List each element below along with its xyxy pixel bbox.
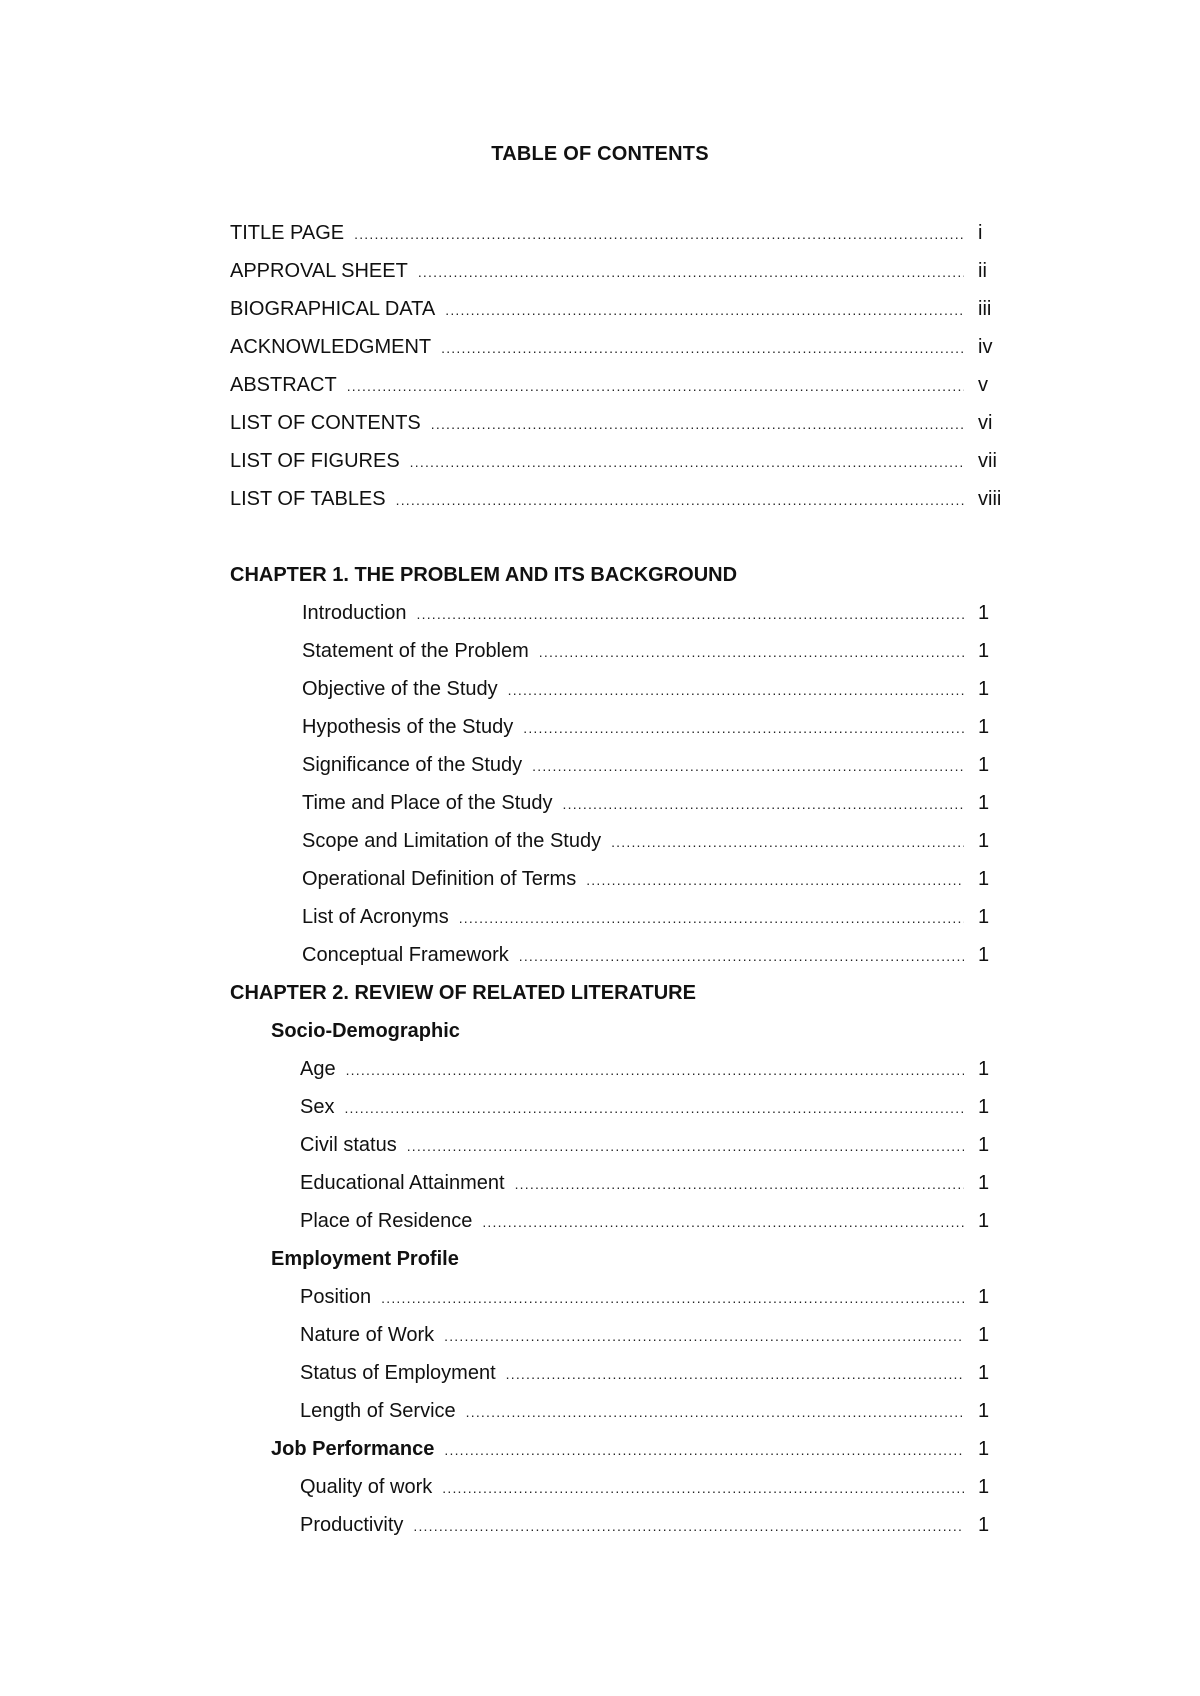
toc-entry-page: ii xyxy=(978,260,987,282)
toc-entry-page: 1 xyxy=(978,906,990,928)
toc-entry-job-performance xyxy=(230,1430,1020,1468)
toc-entry-page: 1 xyxy=(978,602,990,624)
dot-leader xyxy=(410,443,964,481)
toc-entry xyxy=(230,1088,1020,1126)
toc-entry-label: APPROVAL SHEET xyxy=(230,260,408,282)
toc-entry-label: Educational Attainment xyxy=(300,1172,505,1194)
dot-leader xyxy=(515,1165,964,1203)
toc-entry-label: LIST OF FIGURES xyxy=(230,450,400,472)
dot-leader xyxy=(563,785,964,823)
toc-entry-label: Statement of the Problem xyxy=(302,640,529,662)
toc-entry xyxy=(230,898,1020,936)
toc-entry-page: iv xyxy=(978,336,993,358)
toc-entry-label: List of Acronyms xyxy=(302,906,449,928)
toc-entry-page: 1 xyxy=(978,792,990,814)
page-title: TABLE OF CONTENTS xyxy=(491,143,709,165)
chapter-1-heading: CHAPTER 1. THE PROBLEM AND ITS BACKGROUND xyxy=(230,564,738,586)
dot-leader xyxy=(418,253,964,291)
toc-entry xyxy=(230,1164,1020,1202)
dot-leader xyxy=(381,1279,964,1317)
toc-entry-label: Hypothesis of the Study xyxy=(302,716,514,738)
toc-entry-page: 1 xyxy=(978,1058,990,1080)
toc-entry xyxy=(230,1392,1020,1430)
dot-leader xyxy=(347,367,964,405)
toc-entry-page: viii xyxy=(978,488,1002,510)
toc-entry xyxy=(230,1316,1020,1354)
dot-leader xyxy=(532,747,964,785)
toc-entry-page: 1 xyxy=(978,754,990,776)
toc-entry-label: Operational Definition of Terms xyxy=(302,868,577,890)
dot-leader xyxy=(413,1507,964,1545)
toc-entry xyxy=(230,1468,1020,1506)
toc-entry xyxy=(230,442,1020,480)
toc-entry-label: Conceptual Framework xyxy=(302,944,509,966)
toc-entry-label: Position xyxy=(300,1286,372,1308)
toc-entry-page: 1 xyxy=(978,830,990,852)
dot-leader xyxy=(442,1469,964,1507)
toc-entry-label: LIST OF TABLES xyxy=(230,488,386,510)
toc-entry xyxy=(230,1202,1020,1240)
section-heading-employment-profile: Employment Profile xyxy=(271,1248,459,1270)
dot-leader xyxy=(523,709,964,747)
dot-leader xyxy=(586,861,964,899)
dot-leader xyxy=(611,823,964,861)
toc-entry-page: 1 xyxy=(978,1096,990,1118)
toc-entry-label: TITLE PAGE xyxy=(230,222,345,244)
dot-leader xyxy=(519,937,964,975)
toc-entry-label: Length of Service xyxy=(300,1400,456,1422)
dot-leader xyxy=(466,1393,964,1431)
toc-entry xyxy=(230,480,1020,518)
toc-entry-page: 1 xyxy=(978,640,990,662)
dot-leader xyxy=(431,405,964,443)
toc-entry-label: Place of Residence xyxy=(300,1210,473,1232)
dot-leader xyxy=(445,291,964,329)
toc-entry-page: i xyxy=(978,222,983,244)
toc-entry-label: Quality of work xyxy=(300,1476,433,1498)
toc-entry-page: 1 xyxy=(978,1210,990,1232)
toc-entry-label: Productivity xyxy=(300,1514,404,1536)
dot-leader xyxy=(444,1431,964,1469)
toc-entry xyxy=(230,936,1020,974)
toc-entry-label: LIST OF CONTENTS xyxy=(230,412,421,434)
dot-leader xyxy=(346,1051,964,1089)
toc-entry xyxy=(230,1126,1020,1164)
toc-entry xyxy=(230,708,1020,746)
dot-leader xyxy=(396,481,964,519)
toc-entry xyxy=(230,746,1020,784)
toc-entry xyxy=(230,1506,1020,1544)
toc-entry-page: 1 xyxy=(978,868,990,890)
toc-entry xyxy=(230,366,1020,404)
dot-leader xyxy=(459,899,964,937)
toc-entry-page: 1 xyxy=(978,1286,990,1308)
section-heading-socio-demographic: Socio-Demographic xyxy=(271,1020,460,1042)
toc-entry-label: Scope and Limitation of the Study xyxy=(302,830,602,852)
toc-entry xyxy=(230,594,1020,632)
dot-leader xyxy=(444,1317,964,1355)
toc-entry-label: ACKNOWLEDGMENT xyxy=(230,336,432,358)
toc-entry xyxy=(230,822,1020,860)
toc-entry-page: 1 xyxy=(978,716,990,738)
toc-entry xyxy=(230,328,1020,366)
toc-entry-label: ABSTRACT xyxy=(230,374,337,396)
dot-leader xyxy=(506,1355,964,1393)
toc-entry xyxy=(230,860,1020,898)
dot-leader xyxy=(482,1203,964,1241)
toc-entry-page: 1 xyxy=(978,678,990,700)
toc-entry-page: 1 xyxy=(978,1134,990,1156)
toc-entry-label: Time and Place of the Study xyxy=(302,792,553,814)
toc-entry-label: Objective of the Study xyxy=(302,678,498,700)
toc-entry-page: v xyxy=(978,374,988,396)
toc-entry xyxy=(230,1278,1020,1316)
dot-leader xyxy=(508,671,964,709)
toc-entry-page: 1 xyxy=(978,1400,990,1422)
toc-entry xyxy=(230,670,1020,708)
toc-entry-label: Civil status xyxy=(300,1134,397,1156)
toc-entry-page: 1 xyxy=(978,1172,990,1194)
toc-entry xyxy=(230,252,1020,290)
toc-entry xyxy=(230,632,1020,670)
dot-leader xyxy=(417,595,964,633)
toc-entry-label: Sex xyxy=(300,1096,335,1118)
toc-entry-label: Introduction xyxy=(302,602,407,624)
toc-entry xyxy=(230,214,1020,252)
toc-entry xyxy=(230,1050,1020,1088)
toc-entry-label: Age xyxy=(300,1058,336,1080)
toc-entry-label: Significance of the Study xyxy=(302,754,523,776)
toc-entry-page: vi xyxy=(978,412,993,434)
dot-leader xyxy=(354,215,964,253)
toc-entry-page: 1 xyxy=(978,1476,990,1498)
dot-leader xyxy=(539,633,964,671)
toc-entry-page: vii xyxy=(978,450,997,472)
toc-entry-page: 1 xyxy=(978,1438,990,1460)
toc-list xyxy=(230,214,1020,1544)
toc-entry-label: Job Performance xyxy=(271,1438,435,1460)
toc-entry xyxy=(230,404,1020,442)
toc-entry-page: 1 xyxy=(978,1362,990,1384)
toc-entry xyxy=(230,290,1020,328)
toc-entry xyxy=(230,784,1020,822)
toc-entry-page: iii xyxy=(978,298,992,320)
toc-entry-page: 1 xyxy=(978,1324,990,1346)
toc-entry-label: BIOGRAPHICAL DATA xyxy=(230,298,436,320)
toc-entry xyxy=(230,1354,1020,1392)
dot-leader xyxy=(407,1127,964,1165)
toc-entry-page: 1 xyxy=(978,944,990,966)
toc-entry-label: Status of Employment xyxy=(300,1362,496,1384)
toc-entry-label: Nature of Work xyxy=(300,1324,435,1346)
chapter-2-heading: CHAPTER 2. REVIEW OF RELATED LITERATURE xyxy=(230,982,696,1004)
dot-leader xyxy=(344,1089,964,1127)
toc-entry-page: 1 xyxy=(978,1514,990,1536)
dot-leader xyxy=(441,329,964,367)
